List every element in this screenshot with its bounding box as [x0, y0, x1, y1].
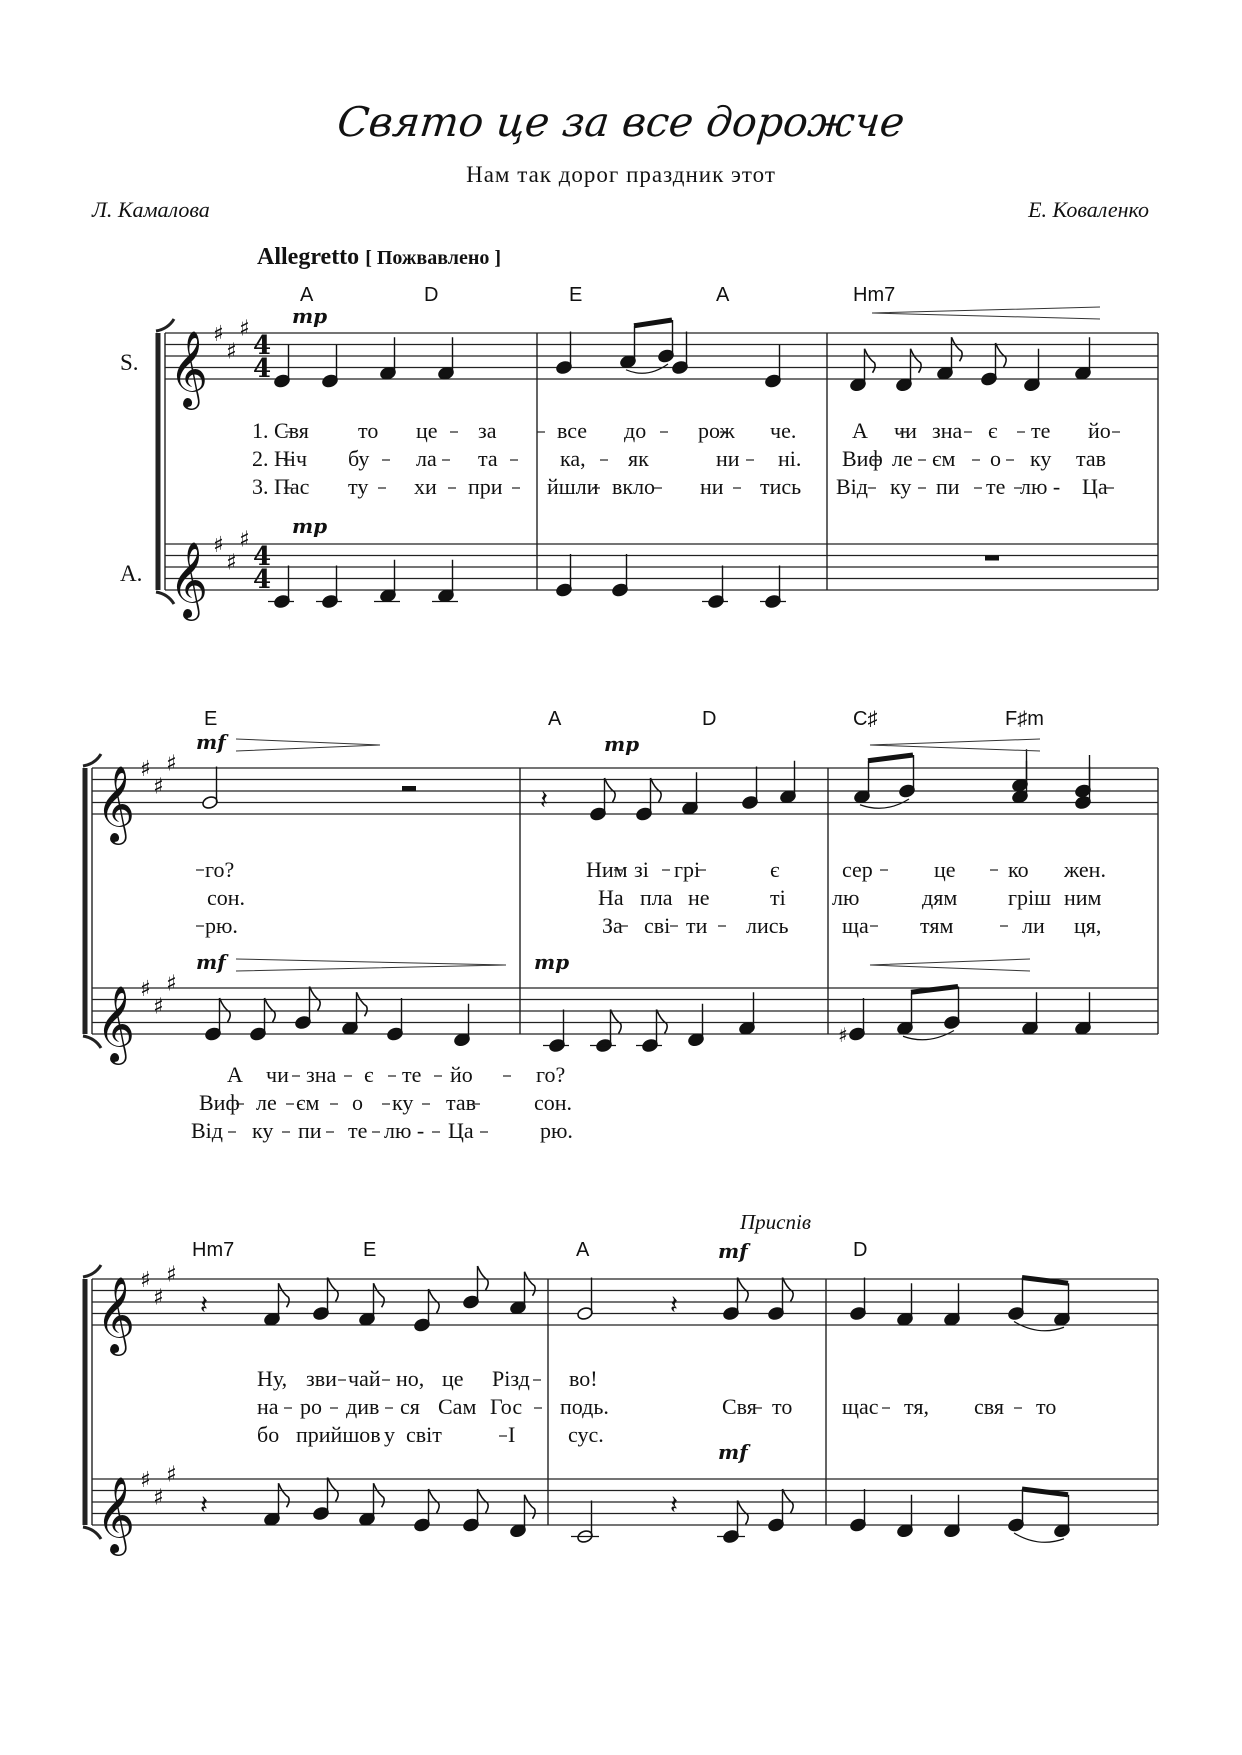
lyric-syllable: бу — [348, 446, 370, 471]
lyric-syllable: о — [990, 446, 1001, 471]
lyric-syllable: тись — [760, 474, 802, 499]
lyric-syllable: ту — [348, 474, 369, 499]
lyric-syllable: Гос — [490, 1394, 523, 1419]
lyric-syllable: ле — [892, 446, 913, 471]
lyric-syllable: бо — [257, 1422, 280, 1447]
lyric-syllable: лю — [832, 885, 860, 910]
lyric-syllable: ні. — [778, 446, 802, 471]
lyric-syllable: ро — [300, 1394, 322, 1419]
note-flag — [265, 998, 276, 1022]
lyric-syllable: ним — [1064, 885, 1102, 910]
dynamic-mp: mp — [292, 514, 328, 538]
lyric-syllable: чай — [348, 1366, 381, 1391]
crescendo-hairpin — [870, 959, 1030, 971]
lyric-syllable: до — [624, 418, 647, 443]
lyric-syllable: грі — [674, 857, 701, 882]
chord-symbol: E — [569, 284, 583, 306]
key-sharp: ♯ — [166, 751, 177, 777]
lyric-syllable: єм — [296, 1090, 320, 1115]
note-flag — [478, 1266, 489, 1290]
treble-clef: 𝄞 — [96, 985, 136, 1062]
chord-symbol: E — [204, 708, 218, 730]
note-flag — [996, 343, 1007, 367]
lyric-syllable: Виф — [842, 446, 883, 471]
lyric-syllable: хи — [414, 474, 437, 499]
lyric-syllable: йшли — [547, 474, 599, 499]
lyric-syllable: Ну, — [257, 1366, 288, 1391]
note-flag — [657, 1010, 668, 1034]
lyric-syllable: то — [772, 1394, 793, 1419]
lyric-syllable: Ца — [1082, 474, 1108, 499]
lyric-syllable: тям — [920, 913, 954, 938]
chord-symbol: D — [702, 708, 717, 730]
note-flag — [429, 1289, 440, 1313]
notes — [200, 320, 1092, 1544]
treble-clef: 𝄞 — [96, 765, 136, 842]
lyric-syllable: вкло — [612, 474, 656, 499]
dynamic-mf: mf — [196, 950, 226, 974]
lyric-syllable: тя, — [904, 1394, 929, 1419]
treble-clef: 𝄞 — [169, 541, 209, 618]
lyric-syllable: Від — [191, 1118, 223, 1143]
lyric-syllable: пи — [298, 1118, 322, 1143]
lyric-syllable: ла — [416, 446, 437, 471]
lyric-syllable: ли — [1022, 913, 1045, 938]
hairpins — [236, 307, 1100, 971]
lyric-syllable: На — [598, 885, 624, 910]
beam — [634, 320, 672, 326]
note-flag — [525, 1272, 536, 1296]
lyric-syllable: це — [934, 857, 956, 882]
alto-label: A. — [120, 561, 143, 586]
lyric-syllable: лю - — [384, 1118, 425, 1143]
quarter-rest: 𝄽 — [540, 785, 548, 816]
key-sharp: ♯ — [213, 322, 224, 347]
lyric-syllable: тав — [1076, 446, 1107, 471]
lyric-syllable: ни — [716, 446, 740, 471]
lyric-syllable: на — [257, 1394, 279, 1419]
crescendo-hairpin — [872, 307, 1100, 319]
lyric-syllable: зви — [306, 1366, 337, 1391]
song-title: Свято це за все дорожче — [335, 98, 907, 146]
lyric-syllable: єм — [932, 446, 956, 471]
chord-symbol: Hm7 — [192, 1239, 235, 1261]
lyric-hyphens — [196, 432, 1120, 1436]
lyric-syllable: світ — [406, 1422, 442, 1447]
crescendo-hairpin — [870, 739, 1040, 751]
lyric-syllable: те — [402, 1062, 422, 1087]
lyric-syllable: те — [1031, 418, 1051, 443]
key-sharp: ♯ — [166, 1462, 177, 1488]
treble-clef: 𝄞 — [96, 1476, 136, 1553]
lyric-syllable: че. — [770, 418, 797, 443]
lyric-syllable: во! — [569, 1366, 598, 1391]
time-sig-num: 4 — [253, 331, 272, 361]
lyric-syllable: пла — [640, 885, 673, 910]
note-flag — [783, 1489, 794, 1513]
lyric-syllable: А — [227, 1062, 243, 1087]
key-sharp: ♯ — [239, 527, 250, 553]
slur — [903, 1031, 954, 1040]
lyric-syllable: тав — [446, 1090, 477, 1115]
lyric-syllable: Ца — [448, 1118, 474, 1143]
lyric-syllable: то — [358, 418, 379, 443]
lyric-syllable: гріш — [1008, 885, 1052, 910]
lyric-syllable: ко — [1008, 857, 1029, 882]
lyric-syllable: За — [602, 913, 623, 938]
lyric-syllable: ку — [392, 1090, 414, 1115]
note-flag — [783, 1278, 794, 1302]
lyric-syllable: сві — [644, 913, 671, 938]
lyric-syllable: 1. Свя — [252, 418, 309, 443]
lyric-syllable: не — [688, 885, 710, 910]
note-flag — [605, 778, 616, 802]
dynamic-mf: mf — [718, 1239, 748, 1263]
lyric-syllable: йо — [450, 1062, 473, 1087]
lyric-syllable: го? — [205, 857, 235, 882]
lyric-syllable: Виф — [199, 1090, 240, 1115]
lyric-syllable: 2. Ніч — [252, 446, 308, 471]
lyric-syllable: щас — [842, 1394, 879, 1419]
staff-lines — [92, 333, 1158, 1525]
lyric-syllable: Сам — [438, 1394, 477, 1419]
lyric-syllable: ся — [400, 1394, 420, 1419]
note-flag — [611, 1010, 622, 1034]
lyric-syllable: є — [364, 1062, 374, 1087]
lyric-syllable: Різд — [492, 1366, 530, 1391]
time-sig-den: 4 — [253, 565, 272, 595]
lyric-syllable: о — [352, 1090, 363, 1115]
note-flag — [478, 1489, 489, 1513]
accidental-sharp: ♯ — [838, 1023, 848, 1047]
note-flag — [374, 1483, 385, 1507]
lyric-syllable: го? — [536, 1062, 566, 1087]
lyric-syllable: та — [478, 446, 498, 471]
lyric-syllable: сер — [842, 857, 873, 882]
note-flag — [865, 349, 876, 373]
lyric-syllable: ка, — [560, 446, 586, 471]
dynamic-mp: mp — [292, 304, 328, 328]
lyric-syllable: рю. — [205, 913, 238, 938]
lyric-syllable: те — [348, 1118, 368, 1143]
lyric-syllable: рож — [698, 418, 735, 443]
note-flag — [911, 349, 922, 373]
lyric-syllable: сон. — [534, 1090, 573, 1115]
chord-symbol: D — [424, 284, 439, 306]
quarter-rest: 𝄽 — [200, 1490, 208, 1521]
dynamic-mp: mp — [604, 732, 640, 756]
chord-symbol: A — [716, 284, 730, 306]
time-sig-num: 4 — [253, 542, 272, 572]
lyric-syllable: лю - — [1020, 474, 1061, 499]
note-flag — [738, 1278, 749, 1302]
chord-symbol: C♯ — [853, 708, 878, 730]
tempo-ukrainian: [ Пожвавлено ] — [365, 247, 502, 269]
note-flag — [310, 987, 321, 1011]
note-flag — [328, 1478, 339, 1502]
treble-clef: 𝄞 — [96, 1276, 136, 1353]
note-flag — [279, 1483, 290, 1507]
lyric-syllable: ця, — [1074, 913, 1102, 938]
lyric-syllable: як — [628, 446, 649, 471]
lyric-syllable: 3. Пас — [252, 474, 310, 499]
dynamic-mf: mf — [718, 1440, 748, 1464]
note-flag — [525, 1495, 536, 1519]
lyric-syllable: Свя — [722, 1394, 757, 1419]
key-sharp: ♯ — [213, 533, 224, 558]
note-flag — [220, 998, 231, 1022]
key-sharp: ♯ — [140, 1468, 151, 1493]
treble-clef: 𝄞 — [169, 330, 209, 407]
note-flag — [279, 1283, 290, 1307]
chord-symbol: F♯m — [1005, 708, 1044, 730]
lyric-syllable: сус. — [568, 1422, 604, 1447]
note-flag — [952, 337, 963, 361]
lyric-syllable: ті — [770, 885, 786, 910]
decrescendo-hairpin — [236, 959, 506, 971]
note-flag — [328, 1278, 339, 1302]
chord-symbol: D — [853, 1239, 868, 1261]
lyric-syllable: дям — [922, 885, 958, 910]
barlines — [83, 319, 1158, 1539]
chord-symbol: Hm7 — [853, 284, 896, 306]
beam — [868, 755, 913, 761]
key-sharp: ♯ — [140, 1268, 151, 1293]
chord-symbol: A — [576, 1239, 590, 1261]
lyric-syllable: ку — [1030, 446, 1052, 471]
lyric-syllable: Від — [836, 474, 868, 499]
lyric-syllable: ле — [256, 1090, 277, 1115]
lyric-syllable: лись — [746, 913, 789, 938]
lyric-syllable: І — [508, 1422, 516, 1447]
lyric-syllable: зна — [306, 1062, 337, 1087]
lyric-syllable: то — [1036, 1394, 1057, 1419]
song-subtitle: Нам так дорог праздник этот — [466, 162, 776, 187]
lyric-syllable: рю. — [540, 1118, 573, 1143]
quarter-rest: 𝄽 — [670, 1490, 678, 1521]
key-sharp: ♯ — [226, 339, 237, 365]
key-sharp: ♯ — [140, 977, 151, 1002]
lyric-syllable: чи — [894, 418, 917, 443]
lyric-syllable: це — [442, 1366, 464, 1391]
lyric-syllable: див — [346, 1394, 380, 1419]
lyric-syllable: зі — [634, 857, 649, 882]
note-flag — [357, 992, 368, 1016]
lyric-syllable: чи — [266, 1062, 289, 1087]
lyric-syllable: зна — [932, 418, 963, 443]
lyric-syllable: все — [557, 418, 588, 443]
lyric-syllable: ти — [686, 913, 708, 938]
lyric-syllable: подь. — [560, 1394, 609, 1419]
chord-symbol: A — [548, 708, 562, 730]
lyric-syllable: жен. — [1064, 857, 1106, 882]
lyric-syllable: за — [478, 418, 497, 443]
lyric-syllable: це — [416, 418, 438, 443]
key-sharp: ♯ — [153, 1485, 164, 1511]
key-sharp: ♯ — [239, 316, 250, 342]
lyric-syllable: ку — [252, 1118, 274, 1143]
lyric-syllable: йо — [1088, 418, 1111, 443]
half-rest — [402, 786, 416, 791]
lyric-syllable: прийшов — [296, 1422, 381, 1447]
note-flag — [429, 1489, 440, 1513]
lyric-syllable: те — [986, 474, 1006, 499]
lyric-syllable: є — [770, 857, 780, 882]
key-sharp: ♯ — [153, 1285, 164, 1311]
dynamic-mf: mf — [196, 730, 226, 754]
key-sharp: ♯ — [166, 1262, 177, 1288]
key-sharp: ♯ — [153, 774, 164, 800]
dynamic-mp: mp — [534, 950, 570, 974]
lyric-syllable: ку — [890, 474, 912, 499]
key-sharp: ♯ — [166, 971, 177, 997]
key-sharp: ♯ — [226, 550, 237, 576]
quarter-rest: 𝄽 — [200, 1290, 208, 1321]
lyric-syllable: ни — [700, 474, 724, 499]
composer-credit: Е. Коваленко — [1028, 197, 1149, 222]
lyric-syllable: но, — [396, 1366, 425, 1391]
decrescendo-hairpin — [236, 739, 380, 751]
soprano-label: S. — [120, 350, 139, 375]
time-sig-den: 4 — [253, 354, 272, 384]
key-sharp: ♯ — [140, 757, 151, 782]
lyric-syllable: А — [852, 418, 868, 443]
chorus-label: Приспів — [740, 1210, 811, 1234]
lyric-syllable: при — [468, 474, 503, 499]
tempo-italian: Allegretto — [257, 244, 360, 270]
quarter-rest: 𝄽 — [670, 1290, 678, 1321]
lyric-syllable: пи — [936, 474, 960, 499]
key-sharp: ♯ — [153, 994, 164, 1020]
note-flag — [374, 1283, 385, 1307]
chord-symbol: E — [363, 1239, 377, 1261]
lyric-syllable: у — [384, 1422, 395, 1447]
lyric-syllable: Ним — [586, 857, 628, 882]
lyric-syllable: свя — [974, 1394, 1004, 1419]
lyric-syllable: сон. — [207, 885, 246, 910]
lyric-syllable: є — [988, 418, 998, 443]
lyricist-credit: Л. Камалова — [92, 197, 210, 222]
lyric-syllable: ща — [842, 913, 869, 938]
chord-symbol: A — [300, 284, 314, 306]
note-flag — [738, 1501, 749, 1525]
note-flag — [651, 778, 662, 802]
half-rest — [985, 556, 999, 561]
